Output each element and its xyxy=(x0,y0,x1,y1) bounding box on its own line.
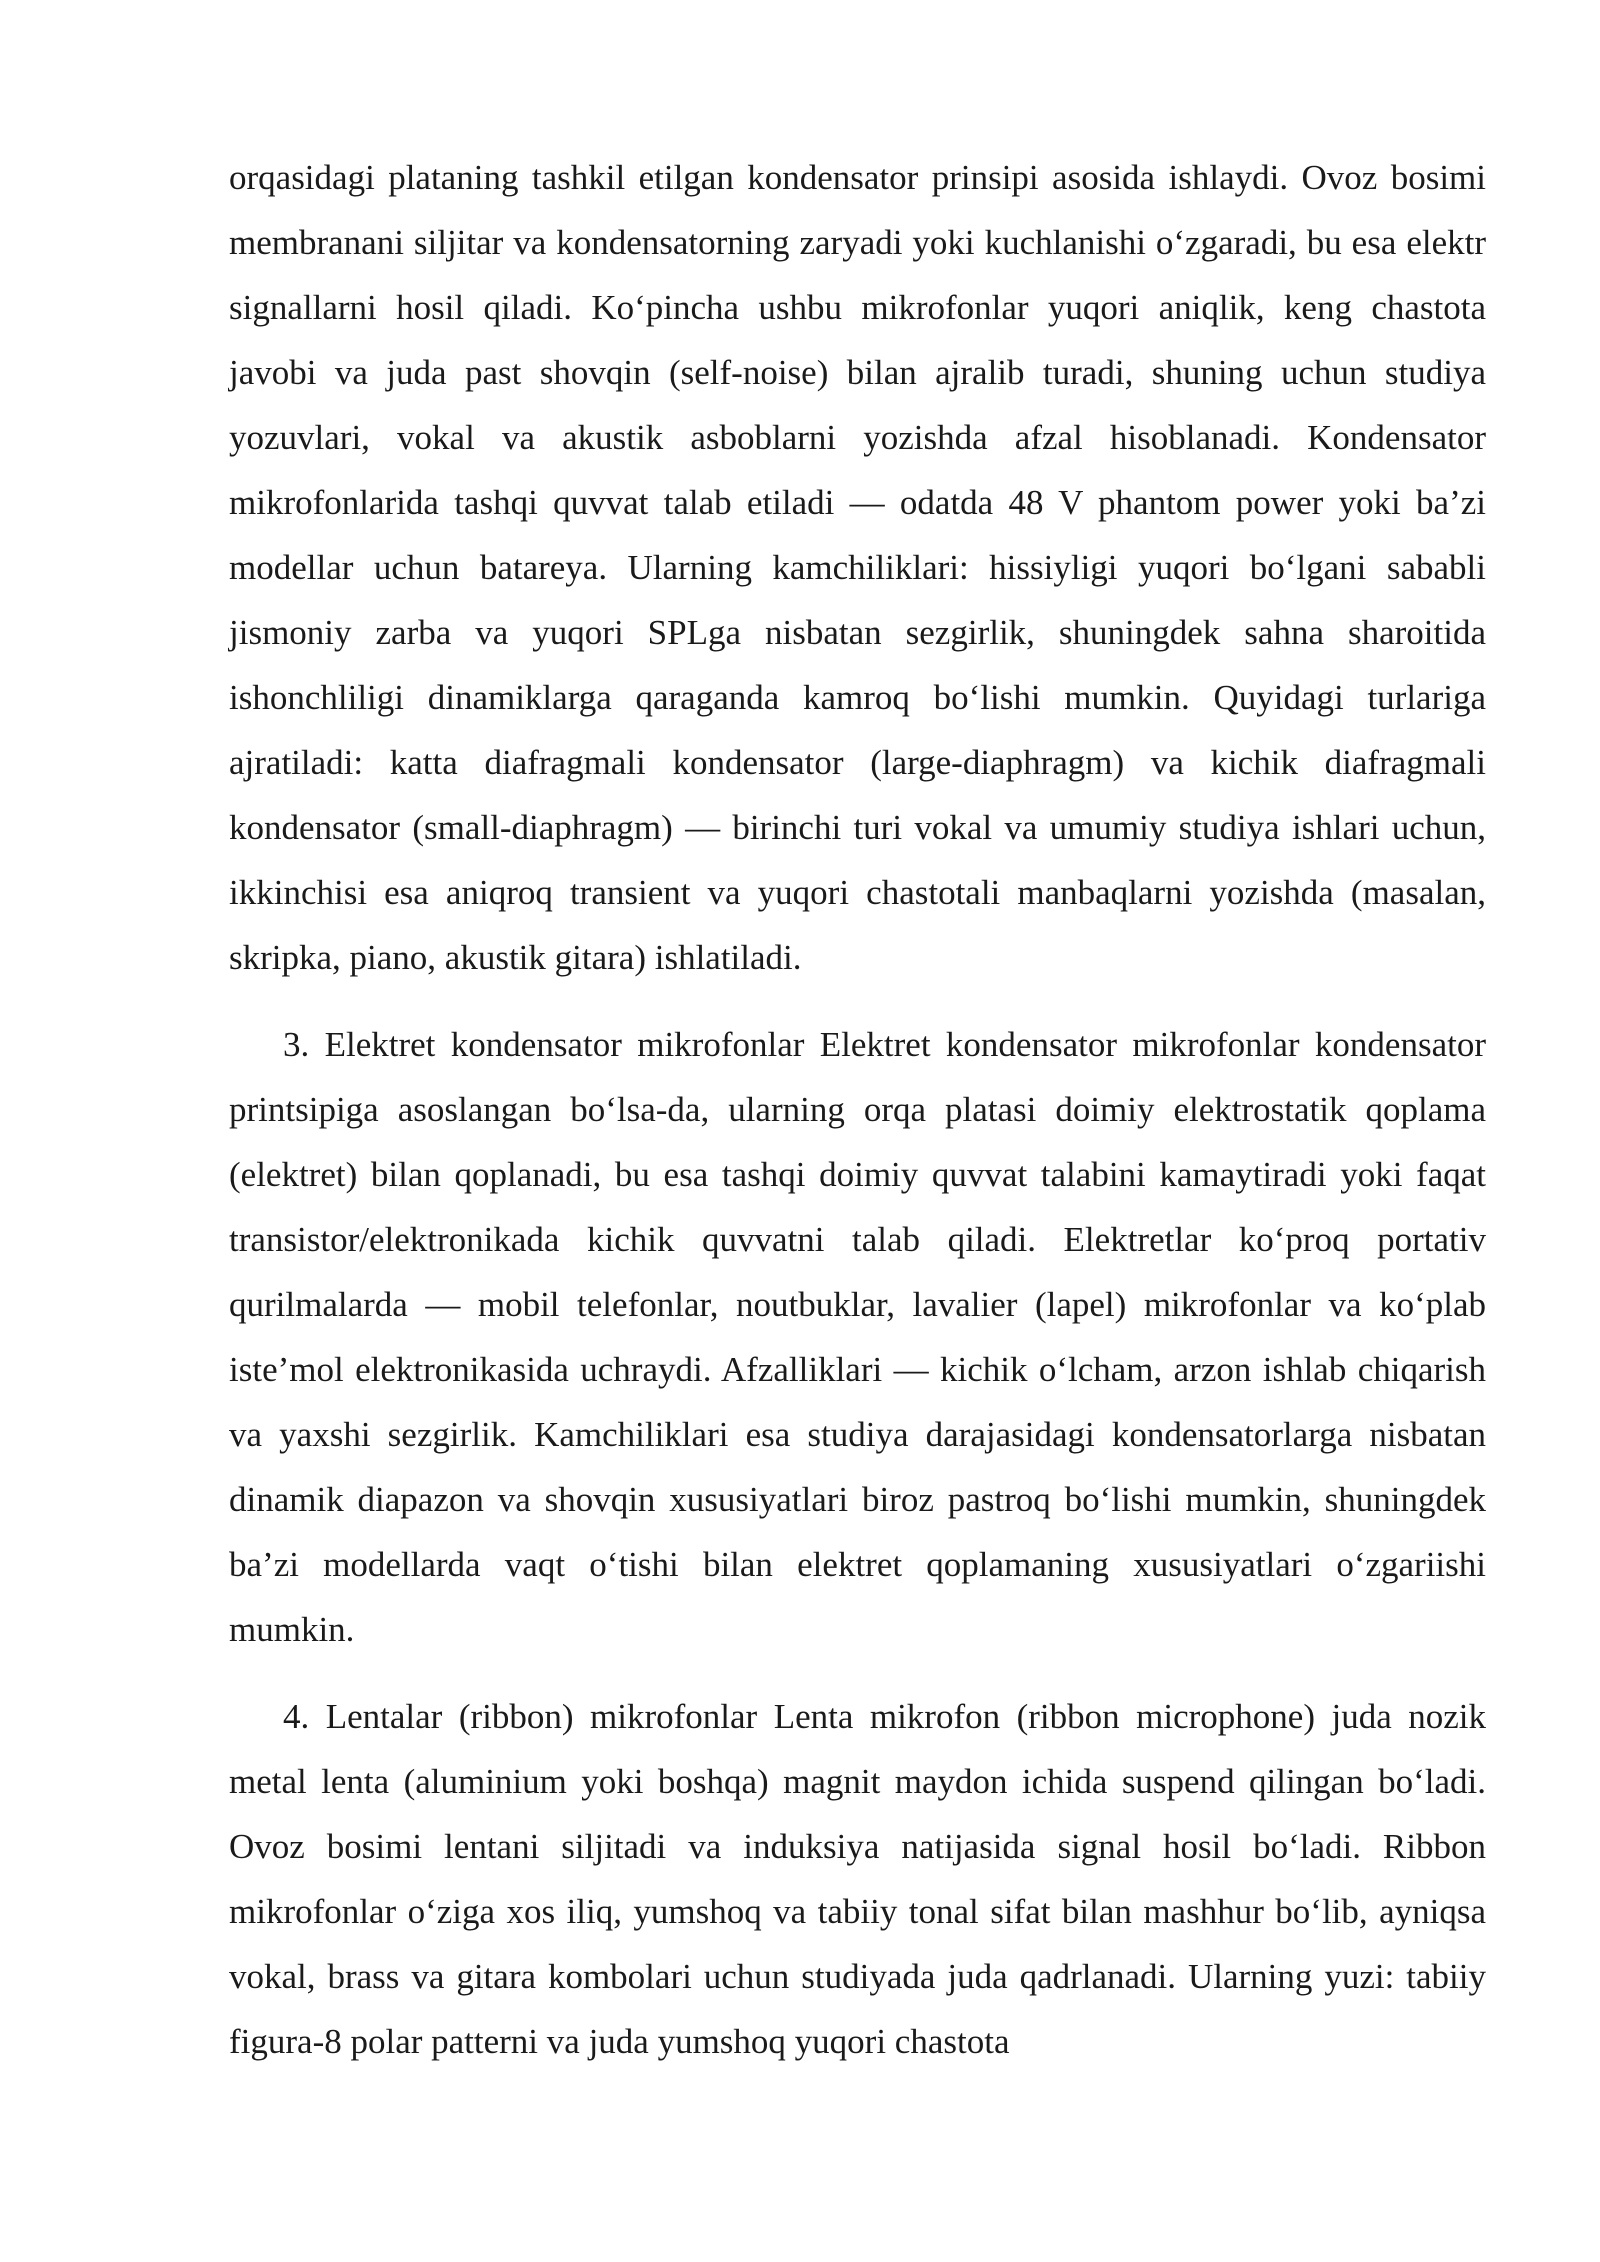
body-text xyxy=(229,145,1486,2096)
paragraph-electret-microphones: 3. Elektret kondensator mikrofonlar Elektret kondensator mikrofonlar kondensator printsipiga asoslangan bo‘lsa-da, ularning orqa platasi doimiy elektrostatik qoplama (elektret) bilan qoplanadi, bu esa tashqi doimiy quvvat talabini kamaytiradi yoki faqat transistor/elektronikada kichik quvvatni talab qiladi. Elektretlar ko‘proq portativ qurilmalarda — mobil telefonlar, noutbuklar, lavalier (lapel) mikrofonlar va ko‘plab iste’mol elektronikasida uchraydi. Afzalliklari — kichik o‘lcham, arzon ishlab chiqarish va yaxshi sezgirlik. Kamchiliklari esa studiya darajasidagi kondensatorlarga nisbatan dinamik diapazon va shovqin xususiyatlari biroz pastroq bo‘lishi mumkin, shuningdek ba’zi modellarda vaqt o‘tishi bilan elektret qoplamaning xususiyatlari o‘zgariishi mumkin. xyxy=(229,1025,1486,1649)
paragraph-ribbon-microphones: 4. Lentalar (ribbon) mikrofonlar Lenta mikrofon (ribbon microphone) juda nozik metal lenta (aluminium yoki boshqa) magnit maydon ichida suspend qilingan bo‘ladi. Ovoz bosimi lentani siljitadi va induksiya natijasida signal hosil bo‘ladi. Ribbon mikrofonlar o‘ziga xos iliq, yumshoq va tabiiy tonal sifat bilan mashhur bo‘lib, ayniqsa vokal, brass va gitara kombolari uchun studiyada juda qadrlanadi. Ularning yuzi: tabiiy figura-8 polar patterni va juda yumshoq yuqori chastota xyxy=(229,1697,1486,2061)
paragraph-condenser-continued: orqasidagi plataning tashkil etilgan kondensator prinsipi asosida ishlaydi. Ovoz bosimi membranani siljitar va kondensatorning zaryadi yoki kuchlanishi o‘zgaradi, bu esa elektr signallarni hosil qiladi. Ko‘pincha ushbu mikrofonlar yuqori aniqlik, keng chastota javobi va juda past shovqin (self-noise) bilan ajralib turadi, shuning uchun studiya yozuvlari, vokal va akustik asboblarni yozishda afzal hisoblanadi. Kondensator mikrofonlarida tashqi quvvat talab etiladi — odatda 48 V phantom power yoki ba’zi modellar uchun batareya. Ularning kamchiliklari: hissiyligi yuqori bo‘lgani sababli jismoniy zarba va yuqori SPLga nisbatan sezgirlik, shuningdek sahna sharoitida ishonchliligi dinamiklarga qaraganda kamroq bo‘lishi mumkin. Quyidagi turlariga ajratiladi: katta diafragmali kondensator (large-diaphragm) va kichik diafragmali kondensator (small-diaphragm) — birinchi turi vokal va umumiy studiya ishlari uchun, ikkinchisi esa aniqroq transient va yuqori chastotali manbaqlarni yozishda (masalan, skripka, piano, akustik gitara) ishlatiladi. xyxy=(229,158,1486,977)
